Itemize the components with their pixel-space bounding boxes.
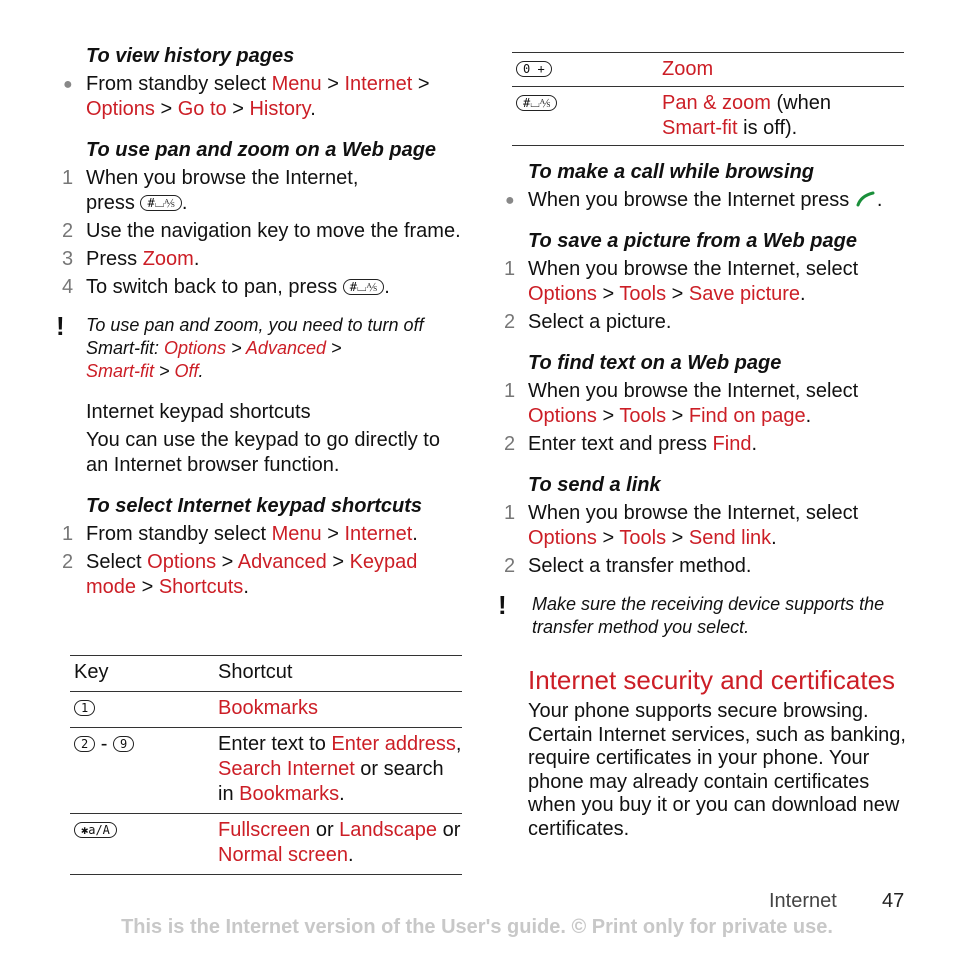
- shortcut-table: [70, 655, 462, 875]
- table-row: 2 - 9 Enter text to Enter address, Search Internet or search in Bookmarks.: [70, 728, 462, 814]
- advanced-link[interactable]: Advanced: [237, 551, 327, 573]
- star-key-icon: ✱a/A: [74, 822, 117, 838]
- fullscreen-link[interactable]: Fullscreen: [218, 819, 311, 841]
- link-step-1: 1 When you browse the Internet, select Options > Tools > Send link.: [504, 502, 859, 549]
- save-picture-link[interactable]: Save picture: [688, 283, 801, 305]
- save-step-1: 1 When you browse the Internet, select Options > Tools > Save picture.: [504, 258, 859, 305]
- history-link[interactable]: History: [249, 98, 311, 120]
- tools-link[interactable]: Tools: [619, 283, 667, 305]
- select-step-1: 1 From standby select Menu > Internet.: [62, 523, 418, 545]
- table-row: #⌴⅍ Pan & zoom (when Smart-fit is off).: [512, 87, 904, 146]
- table-row: ✱a/A Fullscreen or Landscape or Normal screen.: [70, 814, 462, 875]
- shortcuts-link[interactable]: Shortcuts: [158, 576, 244, 598]
- find-step-1: 1 When you browse the Internet, select Options > Tools > Find on page.: [504, 380, 859, 427]
- table-header-row: [70, 656, 462, 692]
- advanced-link[interactable]: Advanced: [245, 338, 326, 358]
- footer-notice: This is the Internet version of the User's guide. © Print only for private use.: [121, 916, 833, 938]
- pan-step-3: 3 Press Zoom.: [62, 248, 200, 270]
- internet-link[interactable]: Internet: [344, 523, 413, 545]
- find-heading: To find text on a Web page: [528, 352, 782, 374]
- call-heading: To make a call while browsing: [528, 161, 815, 183]
- pan-zoom-heading: To use pan and zoom on a Web page: [86, 139, 437, 161]
- smartfit-link[interactable]: Smart-fit: [86, 361, 155, 381]
- menu-link[interactable]: Menu: [271, 73, 322, 95]
- normal-screen-link[interactable]: Normal screen: [218, 844, 349, 866]
- call-step: ● When you browse the Internet press .: [505, 189, 883, 211]
- options-link[interactable]: Options: [528, 405, 597, 427]
- zoom-link[interactable]: Zoom: [142, 248, 194, 270]
- pan-step-2: 2 Use the navigation key to move the frame.: [62, 220, 461, 242]
- find-on-page-link[interactable]: Find on page: [688, 405, 806, 427]
- zero-key-icon: 0 +: [516, 61, 552, 77]
- col-shortcut-header: Shortcut: [218, 661, 293, 683]
- find-step-2: 2 Enter text and press Find.: [504, 433, 758, 455]
- select-step-2: 2 Select Options > Advanced > Keypad mode > Shortcuts.: [62, 551, 418, 598]
- call-key-icon: [855, 190, 877, 208]
- hash-key-icon: #⌴⅍: [516, 95, 557, 111]
- hash-key-icon: #⌴⅍: [140, 195, 181, 211]
- page-number: 47: [882, 890, 905, 912]
- warning-icon: !: [498, 590, 507, 620]
- warning-icon: !: [56, 311, 65, 341]
- table-row: [512, 53, 904, 87]
- smartfit-link[interactable]: Smart-fit: [662, 117, 738, 139]
- options-link[interactable]: Options: [147, 551, 217, 573]
- off-link[interactable]: Off: [174, 361, 199, 381]
- right-column: [498, 160, 914, 841]
- send-link-heading: To send a link: [528, 474, 661, 496]
- key-1-icon: 1: [74, 700, 95, 716]
- zoom-link[interactable]: Zoom: [662, 58, 714, 80]
- options-link[interactable]: Options: [86, 98, 155, 120]
- save-heading: To save a picture from a Web page: [528, 230, 857, 252]
- select-shortcuts-heading: To select Internet keypad shortcuts: [86, 495, 423, 517]
- table-row: [70, 692, 462, 728]
- pan-step-4: 4 To switch back to pan, press #⌴⅍ .: [62, 276, 390, 298]
- menu-link[interactable]: Menu: [271, 523, 322, 545]
- options-link[interactable]: Options: [528, 283, 597, 305]
- enter-address-link[interactable]: Enter address: [331, 733, 456, 755]
- internet-link[interactable]: Internet: [344, 73, 413, 95]
- bookmarks-link[interactable]: Bookmarks: [218, 697, 319, 719]
- zoom-table: [512, 52, 904, 146]
- bullet-icon: ●: [505, 192, 515, 209]
- key-2-icon: 2: [74, 736, 95, 752]
- send-link-link[interactable]: Send link: [688, 527, 772, 549]
- keypad-subtitle: Internet keypad shortcuts: [86, 401, 311, 423]
- pan-zoom-link[interactable]: Pan & zoom: [662, 92, 771, 114]
- footer-section: Internet: [769, 890, 837, 912]
- options-link[interactable]: Options: [164, 338, 227, 358]
- save-step-2: 2 Select a picture.: [504, 311, 672, 333]
- goto-link[interactable]: Go to: [177, 98, 227, 120]
- hash-key-icon: #⌴⅍: [343, 279, 384, 295]
- tools-link[interactable]: Tools: [619, 527, 667, 549]
- landscape-link[interactable]: Landscape: [339, 819, 438, 841]
- left-column: [56, 44, 466, 600]
- tools-link[interactable]: Tools: [619, 405, 667, 427]
- security-text: Your phone supports secure browsing. Certain Internet services, such as banking, require certificates in your phone. Your phone may already contain certificates when you buy it or you can download new certificates.: [528, 700, 906, 840]
- bullet-icon: ●: [63, 76, 73, 93]
- smartfit-note: ! To use pan and zoom, you need to turn off Smart-fit: Options > Advanced > Smart-fit > Off.: [56, 311, 424, 381]
- find-link[interactable]: Find: [712, 433, 752, 455]
- mode-link[interactable]: mode: [86, 576, 137, 598]
- col-key-header: Key: [74, 661, 109, 683]
- options-link[interactable]: Options: [528, 527, 597, 549]
- security-title: Internet security and certificates: [528, 665, 896, 695]
- history-step: ● From standby select Menu > Internet > Options > Go to > History.: [63, 73, 430, 120]
- keypad-text: You can use the keypad to go directly to an Internet browser function.: [86, 429, 440, 476]
- key-9-icon: 9: [113, 736, 134, 752]
- pan-step-1: 1 When you browse the Internet, press #⌴⅍ .: [62, 167, 359, 214]
- link-step-2: 2 Select a transfer method.: [504, 555, 752, 577]
- keypad-link[interactable]: Keypad: [349, 551, 418, 573]
- search-internet-link[interactable]: Search Internet: [218, 758, 355, 780]
- history-heading: To view history pages: [86, 45, 295, 67]
- bookmarks-link[interactable]: Bookmarks: [239, 783, 340, 805]
- transfer-note: ! Make sure the receiving device supports the transfer method you select.: [498, 590, 885, 637]
